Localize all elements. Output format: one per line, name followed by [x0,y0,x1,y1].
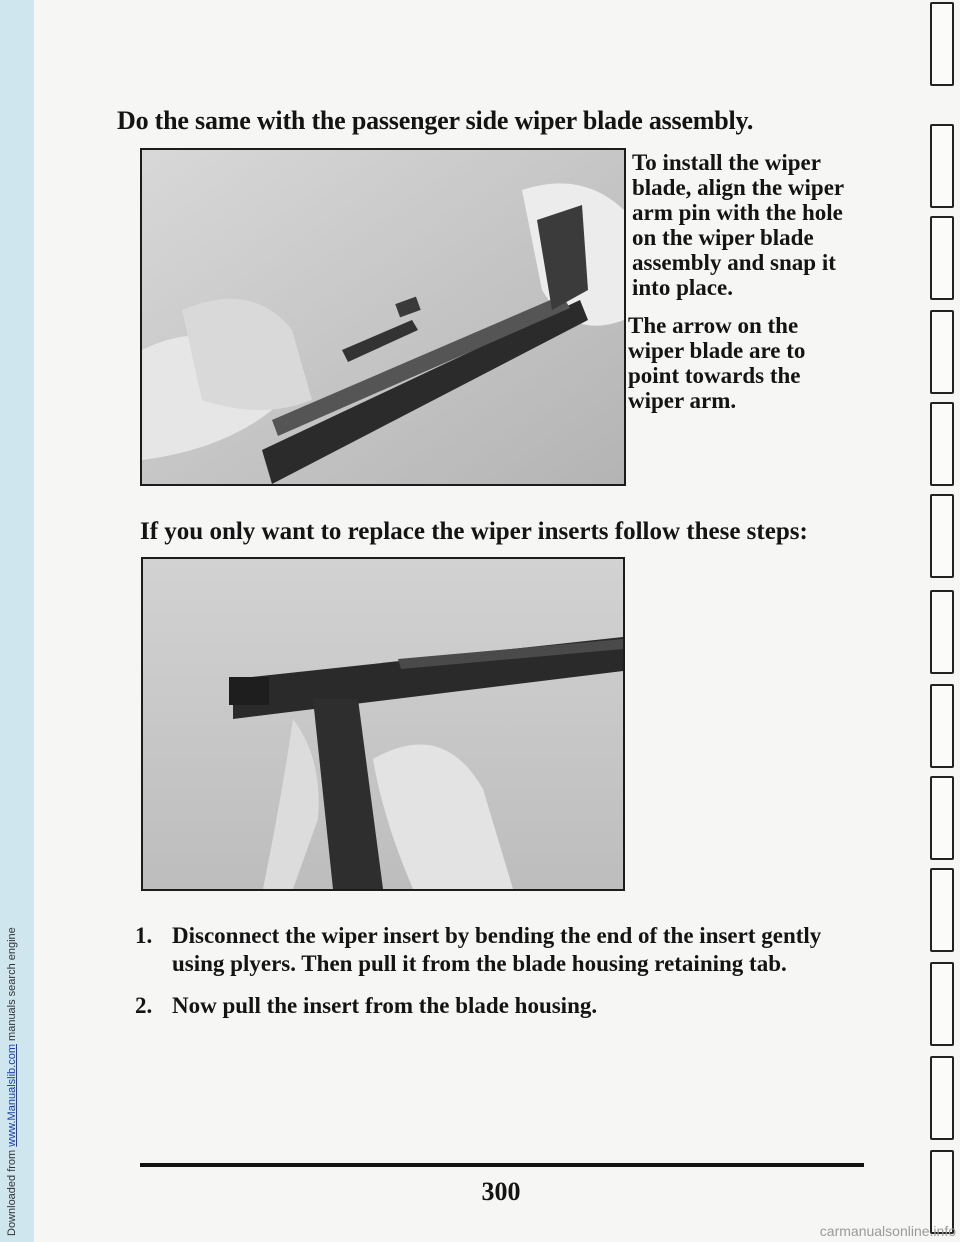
index-tab [930,2,954,86]
page-heading: Do the same with the passenger side wiper blade assembly. [117,106,754,135]
download-note-suffix: manuals search engine [6,927,18,1045]
index-tab [930,124,954,208]
step-item [135,992,865,1020]
insert-replacement-heading: If you only want to replace the wiper inserts follow these steps: [140,518,808,545]
page-number: 300 [481,1177,521,1206]
step-item [135,922,865,978]
wiper-blade-install-photo [140,148,626,486]
index-tab [930,402,954,486]
download-note-prefix: Downloaded from [6,1146,18,1236]
site-watermark: carmanualsonline.info [819,1223,956,1239]
step-number: 1. [135,923,153,948]
insert-replacement-steps [135,922,865,1034]
index-tab [930,310,954,394]
footer-rule [140,1163,864,1167]
wiper-insert-removal-photo [141,557,625,891]
index-tab-column [926,0,956,1242]
index-tab [930,868,954,952]
step-text: Disconnect the wiper insert by bending the end of the insert gently using plyers. Then pull it from the blade housing retaining tab. [172,923,822,976]
index-tab [930,216,954,300]
arrow-instruction: The arrow on the wiper blade are to point towards the wiper arm. [628,313,806,413]
install-instruction: To install the wiper blade, align the wiper arm pin with the hole on the wiper blade assembly and snap it into place. [632,150,844,300]
index-tab [930,494,954,578]
index-tab [930,962,954,1046]
index-tab [930,590,954,674]
step-number: 2. [135,993,153,1018]
index-tab [930,1056,954,1140]
index-tab [930,776,954,860]
index-tab [930,1150,954,1234]
step-text: Now pull the insert from the blade housing. [172,993,598,1018]
index-tab [930,684,954,768]
manualslib-link[interactable]: www.Manualslib.com [6,1044,18,1147]
